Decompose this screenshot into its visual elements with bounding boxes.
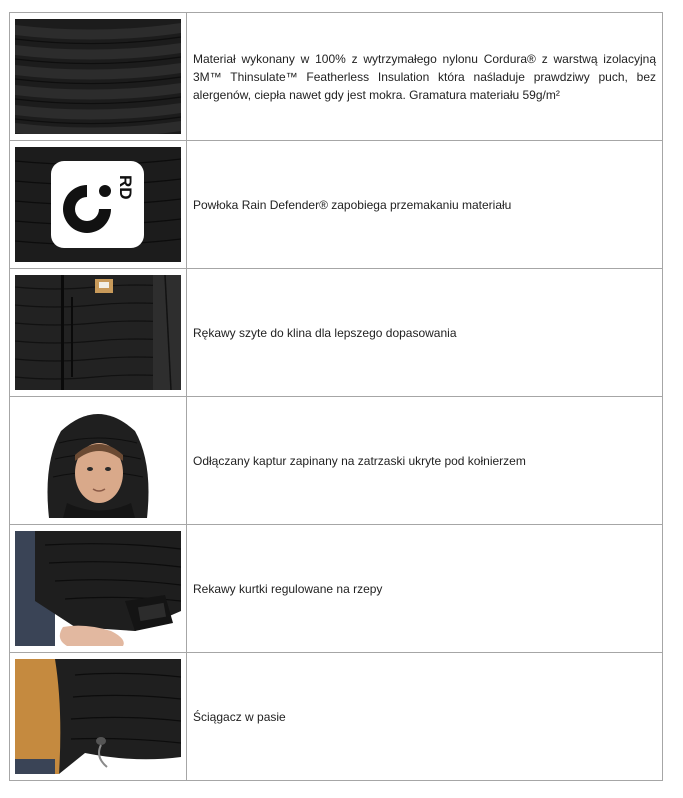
feature-text: Powłoka Rain Defender® zapobiega przemakaniu materiału xyxy=(187,141,663,269)
feature-table xyxy=(9,12,663,781)
feature-text: Materiał wykonany w 100% z wytrzymałego nylonu Cordura® z warstwą izolacyjną 3M™ Thinsulate™ Featherless Insulation która naśladuje prawdziwy puch, bez alergenów, ciepła nawet gdy jest mokra. Gramatura materiału 59g/m² xyxy=(187,13,663,141)
rd-logo-text: RD xyxy=(116,175,135,200)
table-row xyxy=(10,13,663,141)
table-row xyxy=(10,397,663,525)
image-cell xyxy=(10,13,187,141)
table-row xyxy=(10,269,663,397)
cuff-velcro-image xyxy=(15,531,181,646)
table-row xyxy=(10,141,663,269)
jacket-chest-image xyxy=(15,275,181,390)
man-in-hood-image xyxy=(15,403,181,518)
image-cell xyxy=(10,269,187,397)
table-row xyxy=(10,525,663,653)
image-cell xyxy=(10,653,187,781)
quilted-fabric-image xyxy=(15,19,181,134)
rain-defender-logo-image xyxy=(15,147,181,262)
waist-drawcord-image xyxy=(15,659,181,774)
image-cell xyxy=(10,141,187,269)
feature-text: Rekawy kurtki regulowane na rzepy xyxy=(187,525,663,653)
feature-text: Ściągacz w pasie xyxy=(187,653,663,781)
image-cell xyxy=(10,525,187,653)
feature-text: Rękawy szyte do klina dla lepszego dopasowania xyxy=(187,269,663,397)
feature-text: Odłączany kaptur zapinany na zatrzaski ukryte pod kołnierzem xyxy=(187,397,663,525)
table-row xyxy=(10,653,663,781)
image-cell xyxy=(10,397,187,525)
